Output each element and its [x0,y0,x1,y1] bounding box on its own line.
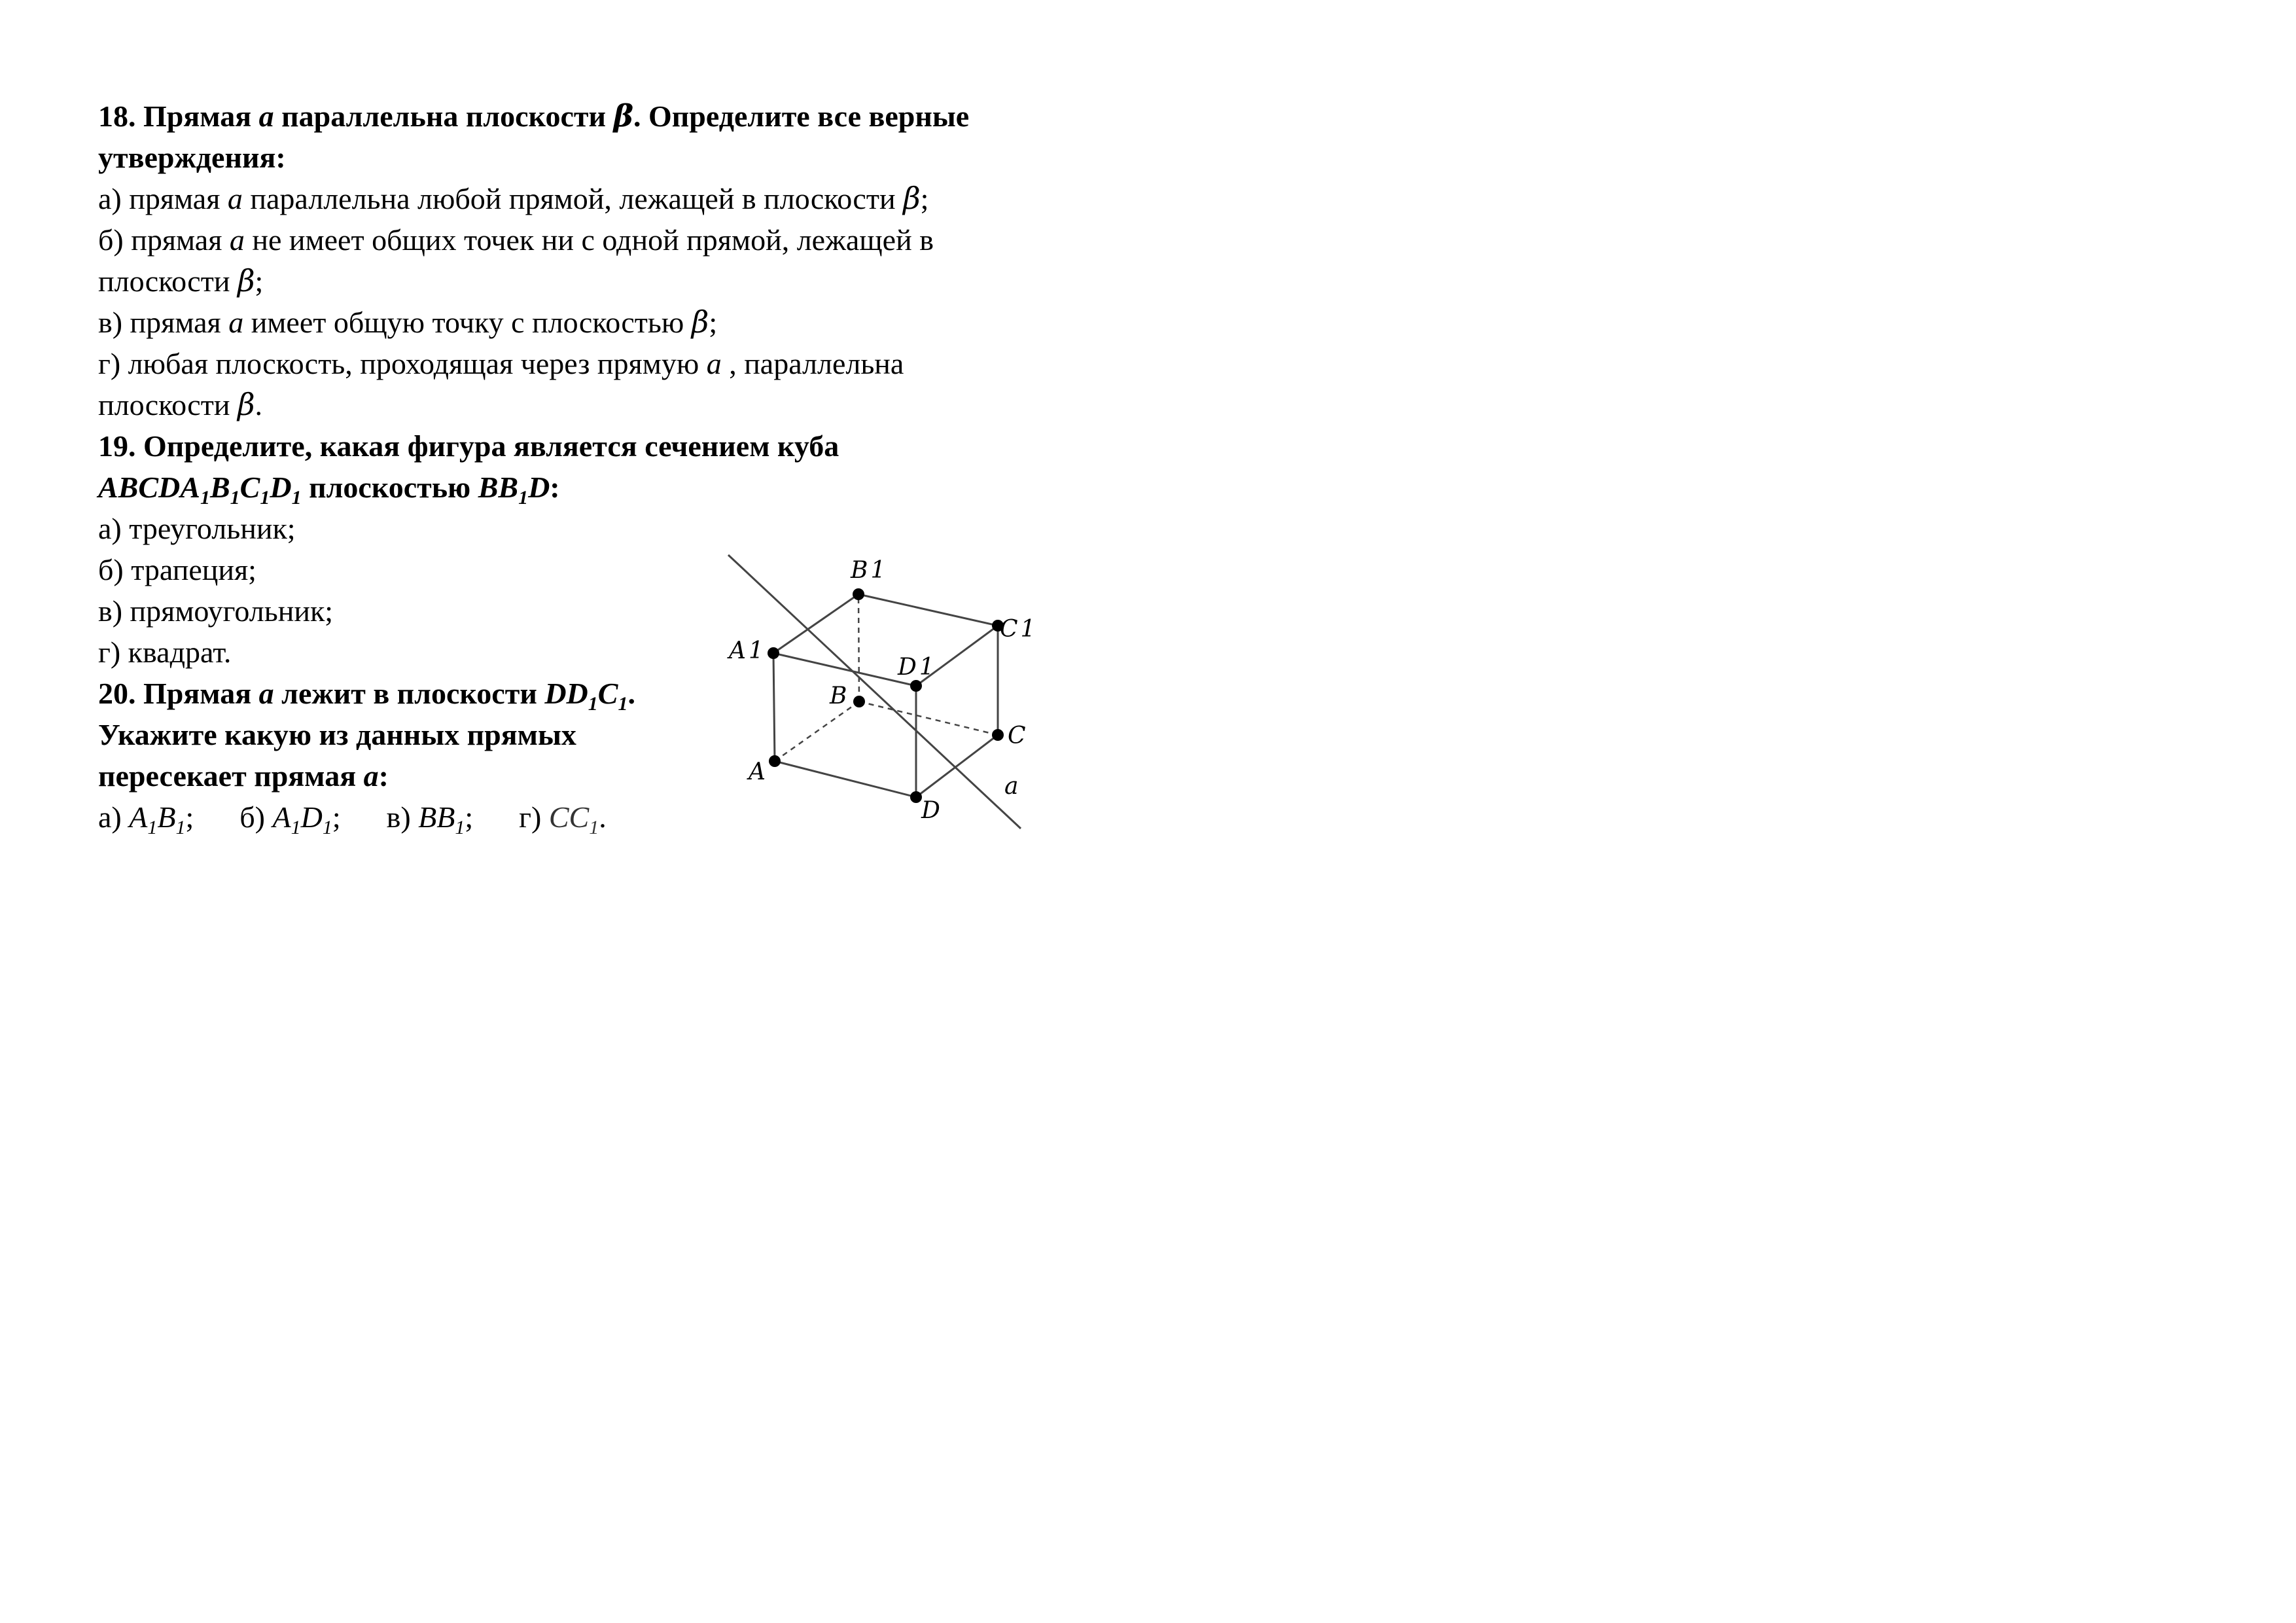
q20-line3: пересекает прямая a: [98,759,389,793]
q20-plane-name: $DD_1C_1$ [544,677,628,715]
edge-BC-hidden [859,702,998,735]
q19-title: 19. Определите, какая фигура является сечением куба [98,429,839,463]
edge-DC [916,735,998,797]
q20-line2: Укажите какую из данных прямых [98,718,576,751]
q18-option-d-line2: плоскости β. [98,387,263,422]
q18-option-c: в) прямая a имеет общую точку с плоскостью β; [98,304,718,340]
q19-option-c: в) прямоугольник; [98,594,334,628]
q18-title-line2: утверждения: [98,141,286,174]
label-D1: D 1 [898,654,934,681]
edge-BB1-hidden [858,594,859,702]
edge-AB-hidden [775,702,859,761]
q20-answer-b: б) $A_1D_1$; [239,800,341,838]
label-line-a: a [1004,773,1019,800]
q18-option-b: б) прямая a не имеет общих точек ни с одной прямой, лежащей в [98,223,934,257]
edge-A1B1 [773,594,858,653]
q19-plane-name: $BB_1D$ [478,471,550,508]
edge-B1C1 [858,594,998,626]
label-C1: C 1 [1000,616,1036,643]
vertex-C [992,729,1004,741]
label-A: A [749,758,766,785]
q20-answer-c: в) $BB_1$; [386,800,474,838]
label-D: D [921,797,940,824]
q20-answer-a: а) $A_1B_1$; [98,800,194,838]
edge-AD [775,761,916,797]
vertex-D [910,791,922,803]
label-C: C [1008,722,1026,749]
q20-answer-d: г) $CC_1$. [519,800,607,838]
vertex-D1 [910,680,922,692]
cube-figure [720,548,1047,836]
edge-D1A1 [773,653,916,686]
vertex-A [769,755,781,767]
label-B1: B 1 [851,557,886,584]
q18-option-b-line2: плоскости β; [98,263,264,298]
q18-option-d: г) любая плоскость, проходящая через прямую a , параллельна [98,347,904,380]
label-A1: A 1 [729,637,764,664]
q18-option-a: а) прямая a параллельна любой прямой, лежащей в плоскости β; [98,181,929,216]
q19-cube-line: $ABCDA_1B_1C_1D_1$ плоскостью $BB_1D$: [98,471,560,508]
label-B: B [830,683,847,709]
vertex-B1 [853,588,864,600]
q20-title: 20. Прямая a лежит в плоскости $DD_1C_1$. [98,677,635,715]
vertex-B [853,696,865,707]
vertex-A1 [768,647,779,659]
q19-option-a: а) треугольник; [98,512,296,545]
q19-option-d: г) квадрат. [98,635,232,669]
q19-cube-name: $ABCDA_1B_1C_1D_1$ [98,471,302,508]
q19-option-b: б) трапеция; [98,553,256,586]
q18-title-line1: 18. Прямая a параллельна плоскости β. Определите все верные [98,98,970,134]
edge-AA1 [773,653,775,761]
